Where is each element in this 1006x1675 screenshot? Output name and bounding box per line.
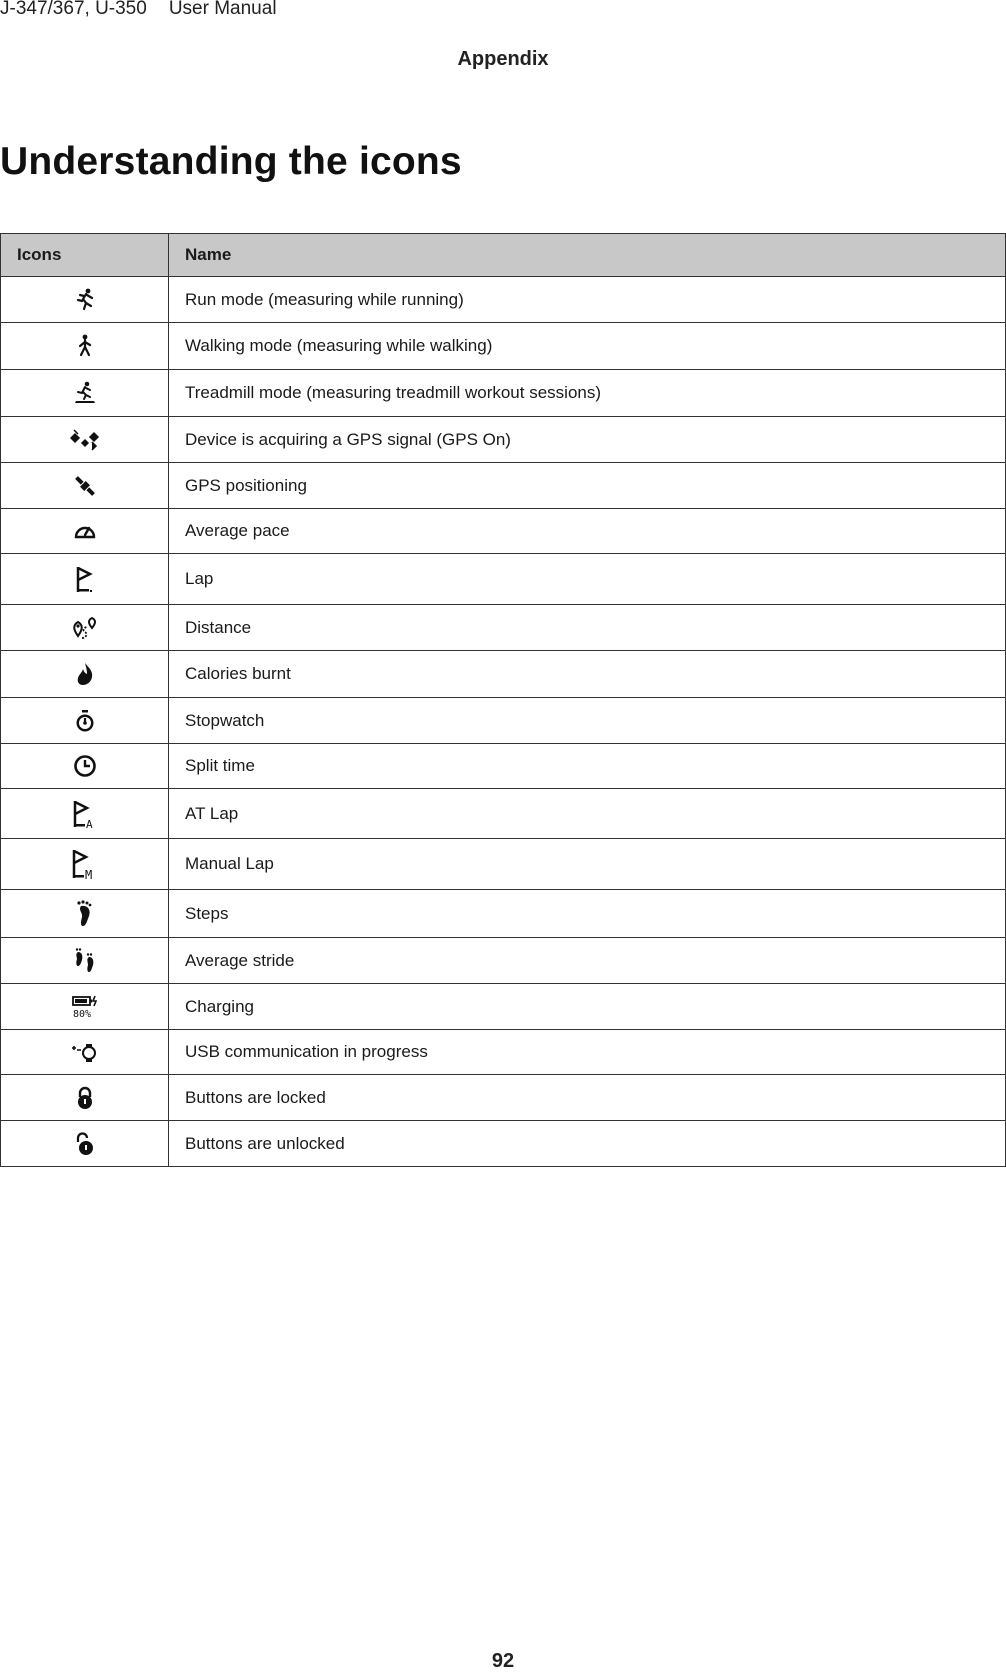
icon-name: Average stride — [169, 938, 1006, 984]
icon-name: USB communication in progress — [169, 1030, 1006, 1075]
footprint-icon — [75, 900, 95, 928]
table-row — [1, 938, 1006, 984]
icon-name: Charging — [169, 984, 1006, 1030]
icon-name: Device is acquiring a GPS signal (GPS On) — [169, 417, 1006, 463]
usb-communication-icon — [71, 1041, 99, 1063]
table-row — [1, 1075, 1006, 1121]
battery-percent-label: 80% — [72, 1008, 91, 1019]
battery-charging-icon — [72, 995, 98, 1019]
model-numbers: J-347/367, U-350 — [0, 0, 147, 19]
running-header — [0, 0, 277, 20]
table-row — [1, 651, 1006, 698]
distance-pins-icon — [72, 616, 98, 640]
table-row — [1, 984, 1006, 1030]
icon-name: Distance — [169, 605, 1006, 651]
at-lap-flag-icon — [72, 799, 98, 829]
icon-name: Manual Lap — [169, 839, 1006, 890]
section-label: Appendix — [457, 48, 549, 70]
walking-mode-icon — [76, 334, 94, 358]
speedometer-icon — [74, 521, 96, 541]
icon-name: GPS positioning — [169, 463, 1006, 509]
icon-name: AT Lap — [169, 789, 1006, 839]
column-header-icons: Icons — [1, 234, 169, 277]
lock-open-icon — [75, 1132, 95, 1156]
table-row — [1, 417, 1006, 463]
table-row — [1, 1030, 1006, 1075]
icon-name: Steps — [169, 890, 1006, 938]
icon-name: Buttons are locked — [169, 1075, 1006, 1121]
table-row — [1, 789, 1006, 839]
table-row — [1, 554, 1006, 605]
flame-icon — [75, 662, 95, 686]
manual-lap-letter: M — [84, 868, 92, 880]
table-row — [1, 605, 1006, 651]
satellite-icon — [73, 474, 97, 498]
table-row — [1, 277, 1006, 323]
column-header-name: Name — [169, 234, 1006, 277]
treadmill-mode-icon — [73, 381, 97, 405]
table-header-row — [1, 234, 1006, 277]
table-row — [1, 370, 1006, 417]
gps-acquiring-icon — [70, 429, 100, 451]
table-row — [1, 744, 1006, 789]
stopwatch-icon — [74, 709, 96, 733]
table-row — [1, 890, 1006, 938]
icon-name: Calories burnt — [169, 651, 1006, 698]
table-row — [1, 839, 1006, 890]
clock-icon — [73, 754, 97, 778]
lock-closed-icon — [76, 1086, 94, 1110]
footprints-icon — [73, 948, 97, 974]
page-title: Understanding the icons — [0, 140, 462, 183]
run-mode-icon — [74, 288, 96, 312]
page-number: 92 — [491, 1650, 515, 1672]
icon-name: Run mode (measuring while running) — [169, 277, 1006, 323]
icon-name: Average pace — [169, 509, 1006, 554]
icon-name: Walking mode (measuring while walking) — [169, 323, 1006, 370]
table-row — [1, 463, 1006, 509]
icon-name: Treadmill mode (measuring treadmill workout sessions) — [169, 370, 1006, 417]
table-row — [1, 1121, 1006, 1167]
manual-lap-flag-icon — [71, 848, 99, 880]
icon-name: Lap — [169, 554, 1006, 605]
table-row — [1, 698, 1006, 744]
table-row — [1, 509, 1006, 554]
icon-name: Buttons are unlocked — [169, 1121, 1006, 1167]
icon-name: Split time — [169, 744, 1006, 789]
at-lap-letter: A — [85, 817, 93, 829]
doc-title: User Manual — [168, 0, 277, 19]
table-row — [1, 323, 1006, 370]
icon-name: Stopwatch — [169, 698, 1006, 744]
lap-flag-icon — [75, 565, 95, 593]
icons-table — [0, 233, 1006, 1167]
